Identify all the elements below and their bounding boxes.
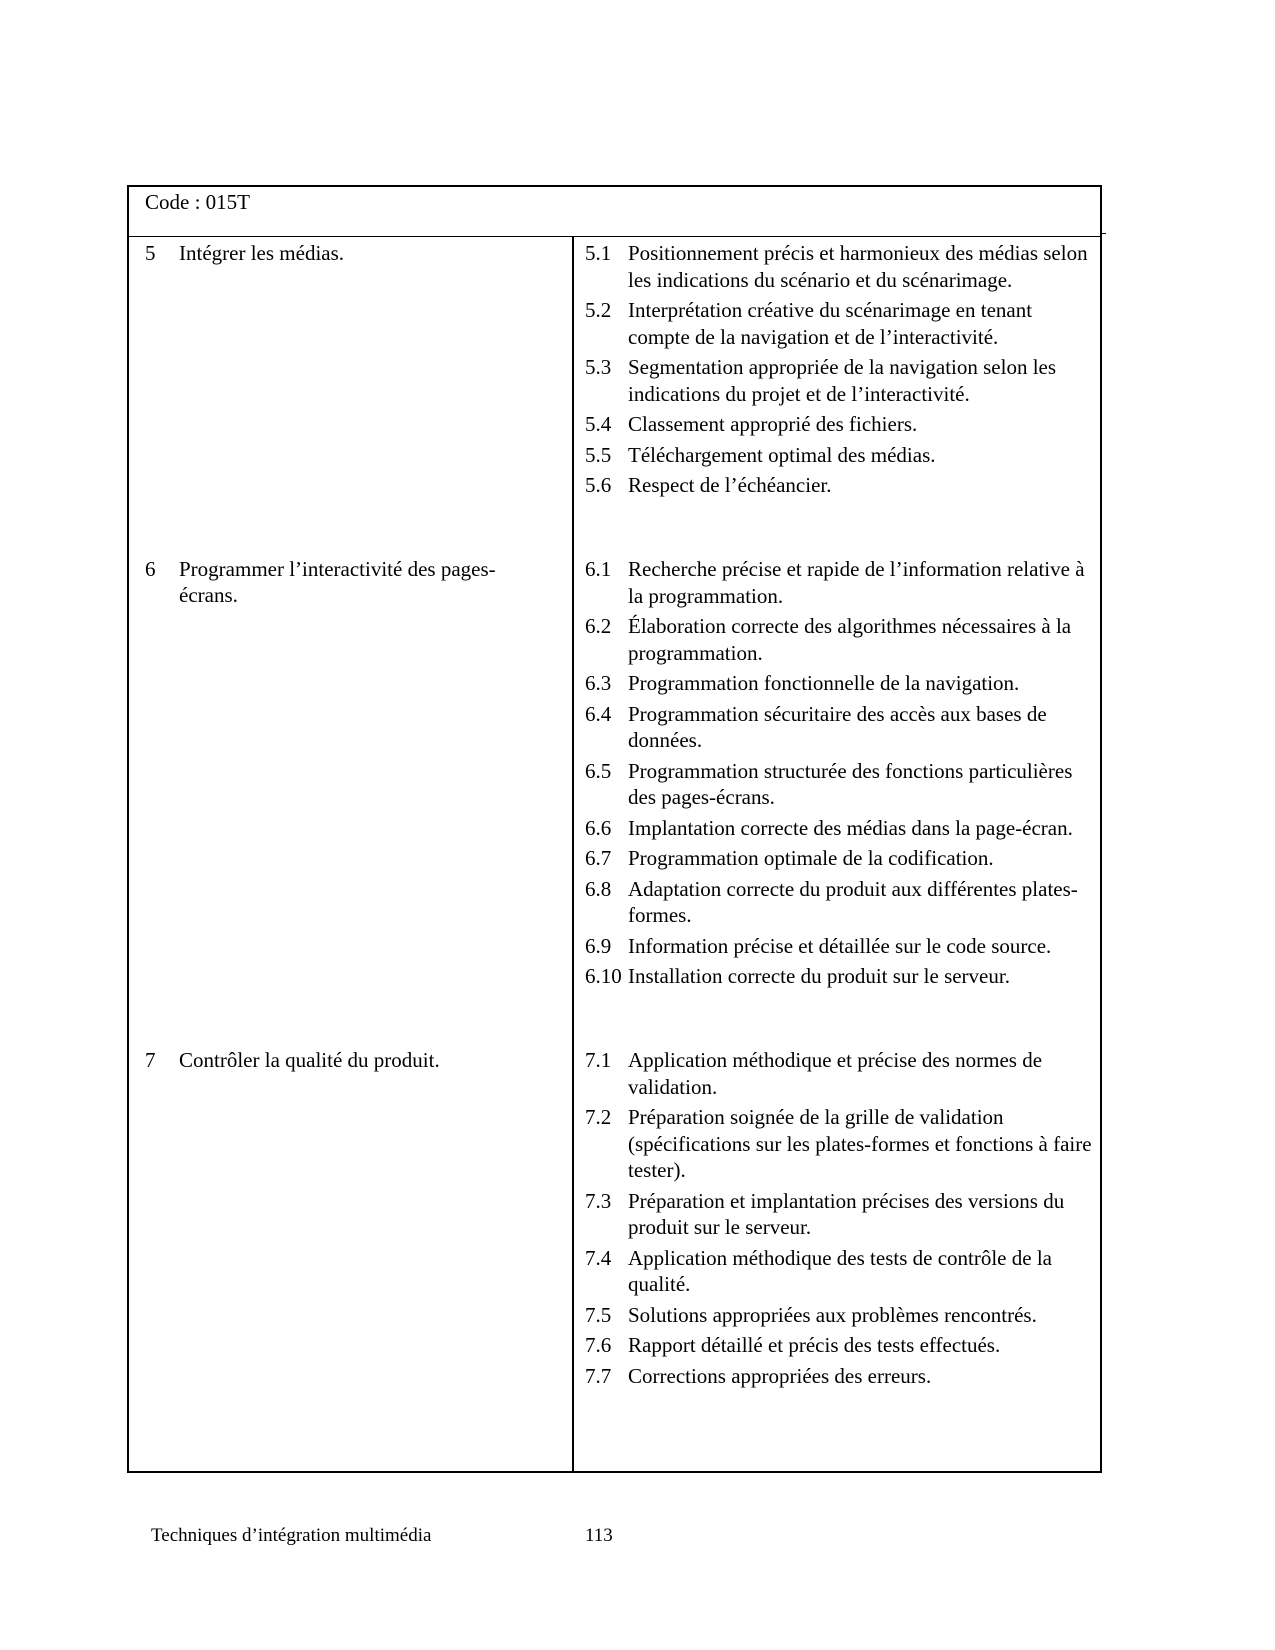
- criterion-text: Installation correcte du produit sur le serveur.: [628, 964, 1010, 988]
- element-number: 6: [145, 557, 156, 581]
- criterion-number: 7.7: [585, 1363, 612, 1388]
- criterion: [585, 442, 1095, 469]
- criterion-number: 6.8: [585, 876, 612, 901]
- criterion-number: 6.5: [585, 758, 612, 783]
- criterion: [585, 670, 1095, 697]
- criterion: [585, 613, 1095, 666]
- criterion-number: 7.5: [585, 1302, 612, 1327]
- criterion-text: Positionnement précis et harmonieux des médias selon les indications du scénario et du scénarimage.: [628, 241, 1088, 292]
- criterion-text: Respect de l’échéancier.: [628, 473, 832, 497]
- criterion-number: 5.5: [585, 442, 612, 467]
- criterion: [585, 472, 1095, 499]
- criterion: [585, 815, 1095, 842]
- criterion-text: Segmentation appropriée de la navigation selon les indications du projet et de l’interactivité.: [628, 355, 1057, 406]
- criterion-number: 5.6: [585, 473, 612, 497]
- criterion-text: Information précise et détaillée sur le code source.: [628, 933, 1052, 958]
- criterion-number: 6.7: [585, 846, 612, 870]
- criterion-text: Recherche précise et rapide de l’information relative à la programmation.: [628, 557, 1085, 608]
- criterion-text: Classement approprié des fichiers.: [628, 412, 918, 436]
- criterion-number: 6.6: [585, 815, 612, 840]
- criterion: [585, 701, 1095, 754]
- criterion-number: 7.1: [585, 1048, 612, 1072]
- criterion-text: Élaboration correcte des algorithmes nécessaires à la programmation.: [628, 614, 1072, 665]
- criteria-list: [585, 556, 1095, 994]
- criterion-text: Implantation correcte des médias dans la page-écran.: [628, 815, 1073, 840]
- criterion-number: 6.3: [585, 671, 612, 695]
- footer-title: Techniques d’intégration multimédia: [151, 1525, 432, 1546]
- criterion: [585, 845, 1095, 872]
- criterion: [585, 1302, 1095, 1329]
- criterion-number: 5.3: [585, 355, 612, 379]
- criterion-number: 7.2: [585, 1105, 612, 1129]
- criterion: [585, 297, 1095, 350]
- page-number: 113: [585, 1525, 613, 1546]
- criteria-list: [585, 1047, 1095, 1393]
- criterion-number: 7.4: [585, 1245, 612, 1270]
- criterion-text: Interprétation créative du scénarimage en tenant compte de la navigation et de l’interactivité.: [628, 298, 1033, 349]
- criterion-text: Rapport détaillé et précis des tests effectués.: [628, 1333, 1001, 1357]
- criterion-number: 5.4: [585, 412, 612, 436]
- criterion-text: Téléchargement optimal des médias.: [628, 442, 936, 467]
- element-item: [145, 556, 545, 608]
- criterion: [585, 240, 1095, 293]
- criterion: [585, 758, 1095, 811]
- criterion-number: 6.10: [585, 964, 622, 988]
- competency-table: [127, 185, 1102, 1473]
- criterion: [585, 1245, 1095, 1298]
- element-text: Contrôler la qualité du produit.: [179, 1048, 440, 1072]
- element-number: 5: [145, 241, 156, 265]
- element-item: [145, 1047, 545, 1073]
- criterion-text: Solutions appropriées aux problèmes rencontrés.: [628, 1302, 1037, 1327]
- element-item: [145, 240, 545, 266]
- criterion-number: 6.4: [585, 701, 612, 726]
- criterion: [585, 963, 1095, 990]
- criterion-number: 6.1: [585, 557, 612, 581]
- criterion: [585, 876, 1095, 929]
- criterion: [585, 933, 1095, 960]
- criterion: [585, 1188, 1095, 1241]
- criterion-text: Application méthodique des tests de contrôle de la qualité.: [628, 1245, 1052, 1296]
- criterion-text: Programmation fonctionnelle de la navigation.: [628, 671, 1020, 695]
- criteria-list: [585, 240, 1095, 503]
- criterion-number: 6.2: [585, 614, 612, 638]
- criterion: [585, 1363, 1095, 1390]
- criterion: [585, 411, 1095, 438]
- course-code: Code : 015T: [145, 190, 250, 214]
- criterion-text: Adaptation correcte du produit aux différentes plates-formes.: [628, 876, 1078, 927]
- criterion-text: Application méthodique et précise des normes de validation.: [628, 1048, 1043, 1099]
- criterion-number: 5.2: [585, 298, 612, 322]
- criterion: [585, 1047, 1095, 1100]
- criterion-text: Corrections appropriées des erreurs.: [628, 1363, 932, 1388]
- criterion-number: 5.1: [585, 241, 612, 265]
- criterion-number: 6.9: [585, 933, 612, 958]
- criterion-number: 7.6: [585, 1333, 612, 1357]
- criterion-text: Programmation structurée des fonctions particulières des pages-écrans.: [628, 758, 1073, 809]
- criterion: [585, 556, 1095, 609]
- criterion-text: Préparation et implantation précises des versions du produit sur le serveur.: [628, 1188, 1065, 1239]
- criterion: [585, 354, 1095, 407]
- criterion: [585, 1104, 1095, 1184]
- code-row: [129, 187, 1100, 237]
- criterion: [585, 1332, 1095, 1359]
- criterion-text: Programmation optimale de la codification.: [628, 846, 994, 870]
- criterion-text: Préparation soignée de la grille de validation (spécifications sur les plates-formes et fonctions à faire tester).: [628, 1105, 1092, 1182]
- element-number: 7: [145, 1048, 156, 1072]
- element-text: Intégrer les médias.: [179, 241, 345, 265]
- code-row-rule-extension: [1100, 233, 1106, 234]
- element-text: Programmer l’interactivité des pages-écrans.: [179, 557, 496, 607]
- criterion-text: Programmation sécuritaire des accès aux bases de données.: [628, 701, 1047, 752]
- column-divider: [572, 237, 574, 1471]
- criterion-number: 7.3: [585, 1188, 612, 1213]
